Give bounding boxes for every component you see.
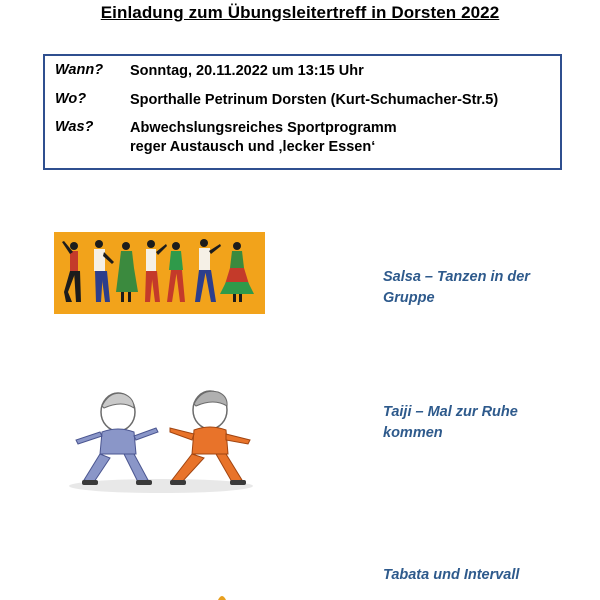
taiji-figure-left — [76, 393, 158, 485]
salsa-caption-line2: Gruppe — [383, 290, 435, 306]
what-value-line2: reger Austausch und ‚lecker Essen‘ — [130, 139, 376, 155]
tabata-caption — [383, 565, 583, 586]
salsa-caption — [383, 267, 583, 309]
when-value: Sonntag, 20.11.2022 um 13:15 Uhr — [130, 63, 364, 79]
info-box — [43, 54, 562, 170]
page-title: Einladung zum Übungsleitertreff in Dorsten 2022 — [100, 3, 500, 22]
taiji-figure-right — [170, 391, 250, 485]
tabata-image — [215, 592, 229, 600]
taiji-caption — [383, 402, 583, 444]
what-value — [130, 119, 397, 157]
when-label: Wann? — [55, 62, 104, 78]
what-value-line1: Abwechslungsreiches Sportprogramm — [130, 120, 397, 136]
taiji-caption-line1: Taiji – Mal zur Ruhe — [383, 404, 518, 420]
where-label: Wo? — [55, 91, 87, 107]
tabata-caption-line1: Tabata und Intervall — [383, 567, 520, 583]
what-label: Was? — [55, 119, 94, 135]
salsa-dancers-image — [54, 232, 265, 314]
taiji-figures-image — [64, 388, 259, 496]
taiji-caption-line2: kommen — [383, 425, 443, 441]
salsa-caption-line1: Salsa – Tanzen in der — [383, 269, 530, 285]
where-value: Sporthalle Petrinum Dorsten (Kurt-Schumacher-Str.5) — [130, 92, 499, 108]
